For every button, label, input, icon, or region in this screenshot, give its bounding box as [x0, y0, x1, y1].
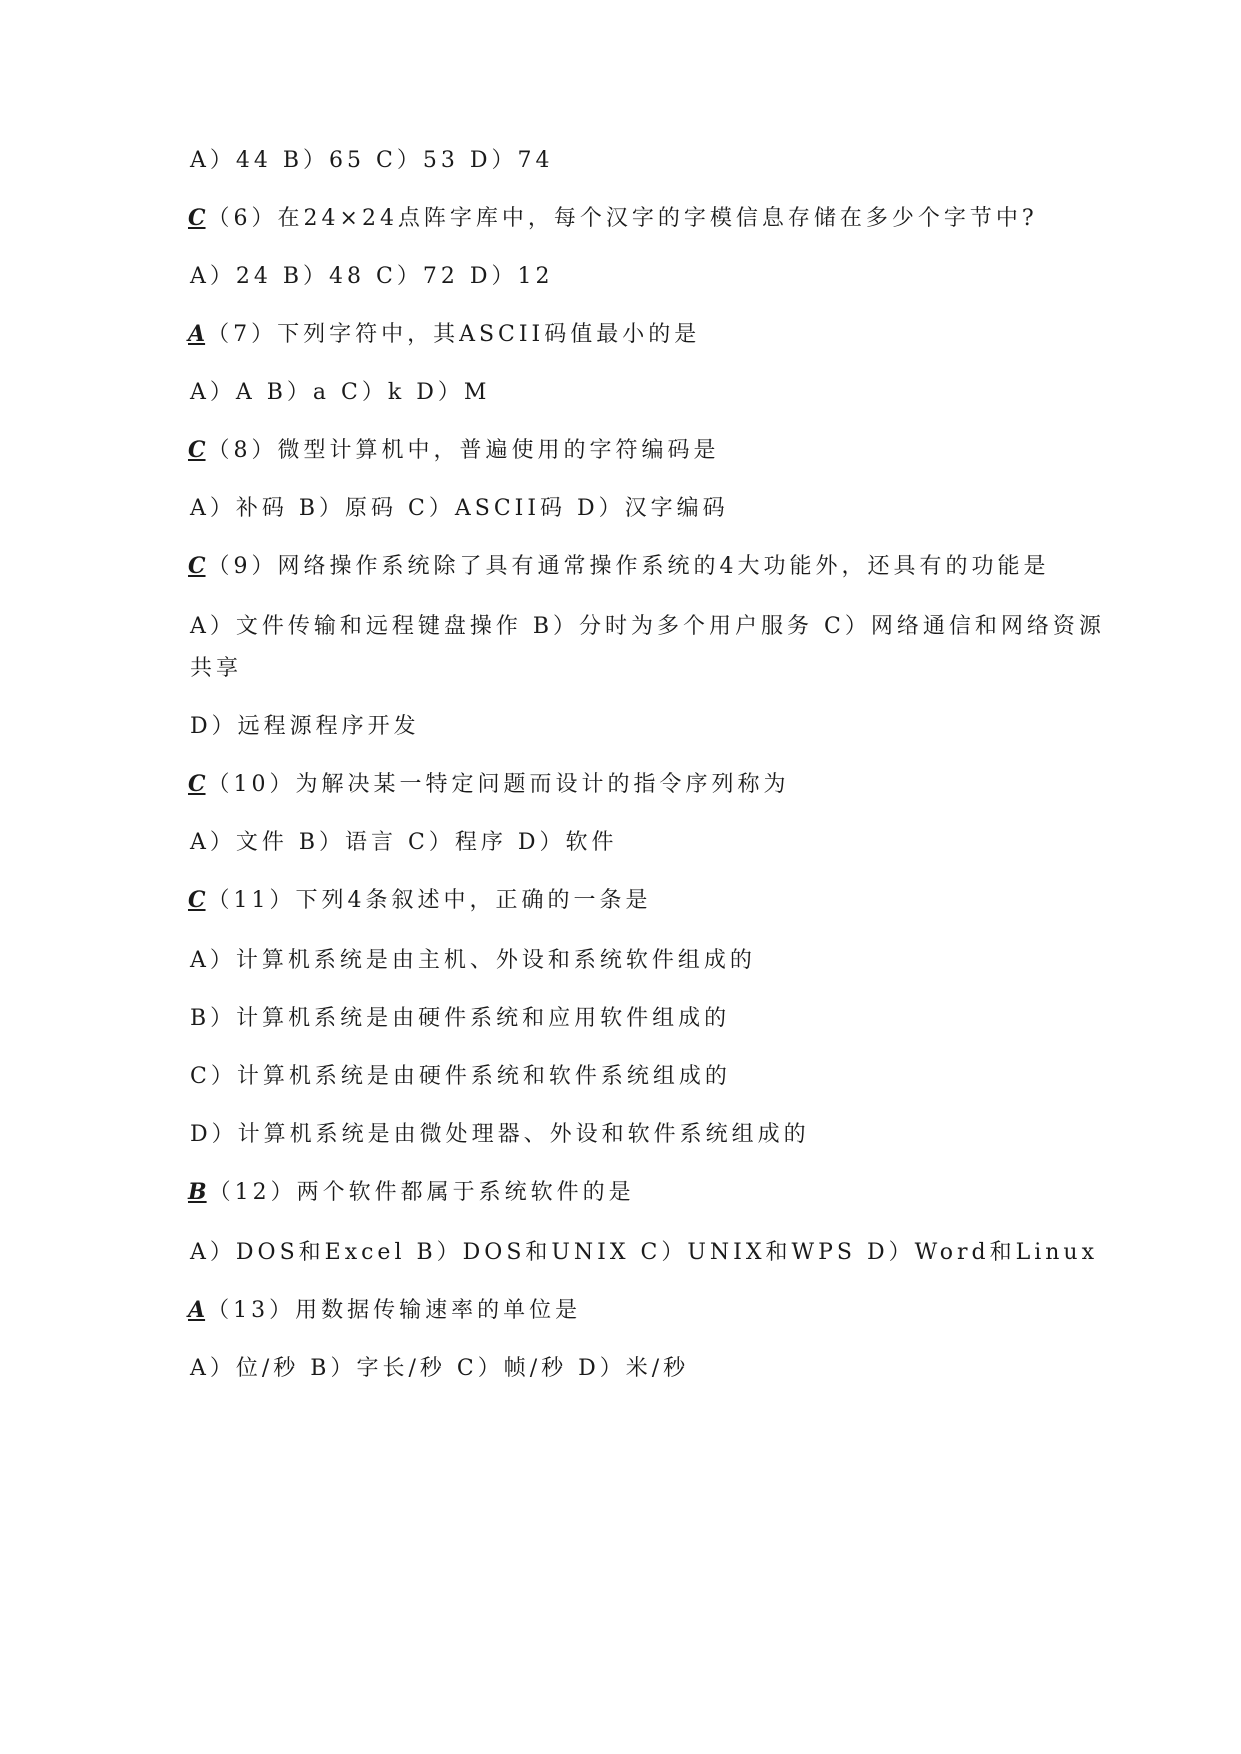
line-text: A）A B）a C）k D）M — [190, 380, 491, 405]
line-text: A）文件传输和远程键盘操作 B）分时为多个用户服务 C）网络通信和网络资源 — [190, 614, 1105, 639]
question-line — [188, 1296, 581, 1325]
options-line — [188, 712, 420, 741]
options-line — [188, 612, 1105, 641]
options-line — [188, 1004, 730, 1033]
line-text: （7）下列字符中，其ASCII码值最小的是 — [207, 322, 701, 347]
question-line — [188, 204, 1038, 233]
options-line-continued — [188, 654, 242, 683]
options-line — [188, 262, 553, 291]
answer-mark: C — [188, 205, 206, 231]
question-line — [188, 552, 1050, 581]
line-text: 共享 — [190, 656, 243, 681]
line-text: D）计算机系统是由微处理器、外设和软件系统组成的 — [190, 1122, 810, 1147]
answer-mark: A — [188, 321, 206, 347]
options-line — [188, 946, 756, 975]
answer-mark: C — [188, 437, 206, 463]
line-text: （13）用数据传输速率的单位是 — [207, 1298, 582, 1323]
line-text: （10）为解决某一特定问题而设计的指令序列称为 — [207, 772, 790, 797]
options-line — [188, 1238, 1098, 1267]
answer-mark: C — [188, 887, 206, 913]
line-text: （11）下列4条叙述中，正确的一条是 — [207, 888, 652, 913]
line-text: A）44 B）65 C）53 D）74 — [190, 148, 554, 173]
answer-mark: C — [188, 771, 206, 797]
line-text: （12）两个软件都属于系统软件的是 — [208, 1180, 635, 1205]
line-text: （8）微型计算机中，普遍使用的字符编码是 — [207, 438, 720, 463]
line-text: A）24 B）48 C）72 D）12 — [190, 264, 554, 289]
line-text: A）DOS和Excel B）DOS和UNIX C）UNIX和WPS D）Word和Linux — [190, 1240, 1098, 1265]
line-text: D）远程源程序开发 — [190, 714, 420, 739]
line-text: A）文件 B）语言 C）程序 D）软件 — [190, 830, 618, 855]
line-text: C）计算机系统是由硬件系统和软件系统组成的 — [190, 1064, 731, 1089]
question-line — [188, 436, 720, 465]
line-text: B）计算机系统是由硬件系统和应用软件组成的 — [190, 1006, 731, 1031]
line-text: （9）网络操作系统除了具有通常操作系统的4大功能外，还具有的功能是 — [207, 554, 1050, 579]
options-line — [188, 828, 618, 857]
question-line — [188, 1178, 635, 1207]
options-line — [188, 494, 729, 523]
line-text: A）计算机系统是由主机、外设和系统软件组成的 — [190, 948, 756, 973]
answer-mark: B — [188, 1179, 207, 1205]
question-line — [188, 320, 700, 349]
options-line — [188, 378, 490, 407]
answer-mark: C — [188, 553, 206, 579]
answer-mark: A — [188, 1297, 206, 1323]
options-line — [188, 1354, 689, 1383]
line-text: A）补码 B）原码 C）ASCII码 D）汉字编码 — [190, 496, 729, 521]
question-line — [188, 886, 652, 915]
line-text: A）位/秒 B）字长/秒 C）帧/秒 D）米/秒 — [190, 1356, 690, 1381]
options-line — [188, 1120, 810, 1149]
line-text: （6）在24×24点阵字库中，每个汉字的字模信息存储在多少个字节中? — [207, 206, 1038, 231]
question-line — [188, 770, 790, 799]
options-line — [188, 146, 553, 175]
options-line — [188, 1062, 731, 1091]
